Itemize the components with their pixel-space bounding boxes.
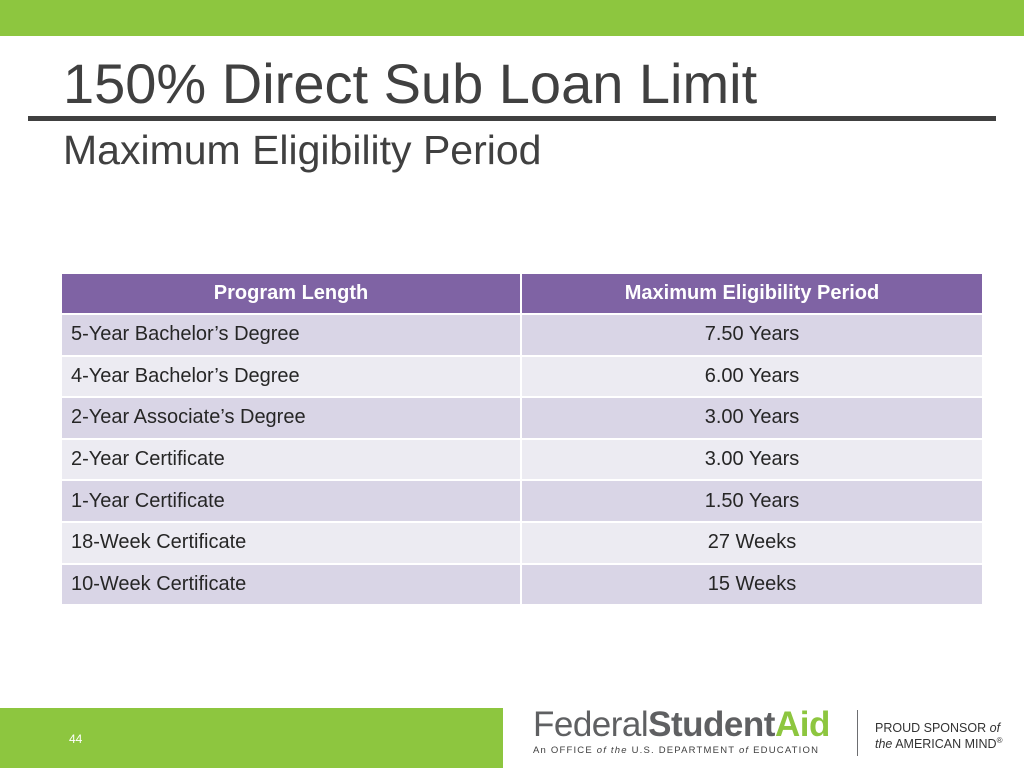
logo-divider <box>857 710 858 756</box>
logo-aid-text: Aid <box>774 705 830 744</box>
program-cell: 2-Year Certificate <box>61 439 521 481</box>
table-row <box>61 314 983 356</box>
period-cell: 6.00 Years <box>521 356 983 398</box>
registered-mark: ® <box>996 736 1003 746</box>
eligibility-table <box>60 272 984 606</box>
logo-student-text: Student <box>648 705 775 744</box>
program-cell: 2-Year Associate’s Degree <box>61 397 521 439</box>
tagline-part: An OFFICE <box>533 745 593 756</box>
program-cell: 18-Week Certificate <box>61 522 521 564</box>
logo-tagline <box>533 745 830 756</box>
sponsor-part: of <box>989 721 1001 735</box>
logo-federal-text: Federal <box>533 705 649 744</box>
tagline-part: EDUCATION <box>753 745 820 756</box>
header-program-length: Program Length <box>61 273 521 314</box>
header-max-eligibility: Maximum Eligibility Period <box>521 273 983 314</box>
slide-title: 150% Direct Sub Loan Limit <box>63 52 758 115</box>
sponsor-part: AMERICAN MIND <box>895 737 997 752</box>
page-number: 44 <box>69 732 83 746</box>
sponsor-line-2 <box>875 736 1003 752</box>
program-cell: 4-Year Bachelor’s Degree <box>61 356 521 398</box>
program-cell: 5-Year Bachelor’s Degree <box>61 314 521 356</box>
sponsor-line-1 <box>875 720 1003 736</box>
federal-student-aid-logo <box>533 707 830 756</box>
table-row <box>61 522 983 564</box>
tagline-part: U.S. DEPARTMENT <box>631 745 736 756</box>
sponsor-part: PROUD SPONSOR <box>875 721 987 735</box>
logo-wordmark <box>533 707 830 742</box>
table-header-row <box>61 273 983 314</box>
sponsor-text <box>875 720 1003 753</box>
table-row <box>61 480 983 522</box>
top-accent-bar <box>0 0 1024 36</box>
table-row <box>61 439 983 481</box>
table-row <box>61 356 983 398</box>
period-cell: 27 Weeks <box>521 522 983 564</box>
program-cell: 10-Week Certificate <box>61 564 521 606</box>
table-row <box>61 397 983 439</box>
slide-subtitle: Maximum Eligibility Period <box>63 127 542 173</box>
program-cell: 1-Year Certificate <box>61 480 521 522</box>
period-cell: 15 Weeks <box>521 564 983 606</box>
title-divider <box>28 116 996 121</box>
tagline-part: the <box>610 745 628 756</box>
period-cell: 3.00 Years <box>521 439 983 481</box>
period-cell: 3.00 Years <box>521 397 983 439</box>
period-cell: 7.50 Years <box>521 314 983 356</box>
tagline-part: of <box>738 745 750 756</box>
tagline-part: of <box>596 745 608 756</box>
period-cell: 1.50 Years <box>521 480 983 522</box>
sponsor-part: the <box>875 737 893 752</box>
table-row <box>61 564 983 606</box>
